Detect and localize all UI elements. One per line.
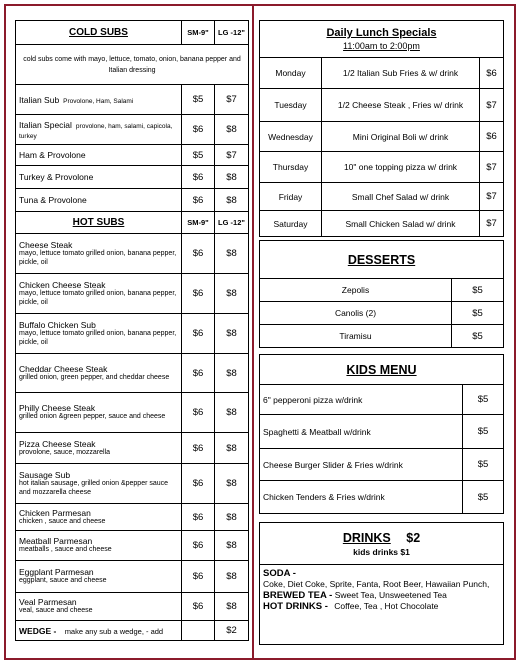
hot-sub-cell bbox=[16, 234, 182, 274]
drinks-price: $2 bbox=[406, 530, 421, 545]
hot-sub-cell bbox=[16, 354, 182, 393]
cold-sub-cell bbox=[16, 85, 182, 115]
subs-menu-table bbox=[15, 20, 249, 641]
hot-sub-name: Meatball Parmesan bbox=[19, 536, 93, 547]
hot-sub-price-large: $8 bbox=[215, 593, 249, 621]
hot-sub-row bbox=[16, 234, 249, 274]
hot-sub-price-small: $6 bbox=[182, 464, 215, 504]
kids-item-price: $5 bbox=[463, 481, 504, 514]
cold-sub-name: Italian Sub bbox=[19, 94, 60, 105]
kids-menu-row bbox=[260, 481, 504, 514]
hot-sub-price-small: $6 bbox=[182, 593, 215, 621]
hot-sub-row bbox=[16, 593, 249, 621]
cold-sub-price-small: $5 bbox=[182, 85, 215, 115]
hot-sub-desc: eggplant, sauce and cheese bbox=[19, 577, 107, 585]
kids-item-price: $5 bbox=[463, 449, 504, 481]
hot-sub-row bbox=[16, 274, 249, 314]
lunch-special-row bbox=[260, 152, 504, 183]
page-frame-divider bbox=[252, 4, 254, 660]
cold-sub-price-large: $8 bbox=[215, 166, 249, 189]
kids-drinks-note: kids drinks $1 bbox=[353, 546, 410, 557]
hot-sub-cell bbox=[16, 593, 182, 621]
hot-sub-price-small: $6 bbox=[182, 354, 215, 393]
lunch-special-row bbox=[260, 89, 504, 122]
hot-sub-name: Chicken Parmesan bbox=[19, 507, 91, 518]
cold-sub-price-large: $7 bbox=[215, 85, 249, 115]
dessert-name: Canolis (2) bbox=[260, 302, 452, 325]
hot-sub-price-large: $8 bbox=[215, 234, 249, 274]
lunch-item: Small Chef Salad w/ drink bbox=[322, 183, 480, 211]
hot-sub-cell bbox=[16, 433, 182, 464]
brewed-tea-label: BREWED TEA - bbox=[263, 590, 333, 601]
kids-menu-table bbox=[259, 354, 504, 514]
hot-sub-name: Sausage Sub bbox=[19, 470, 71, 480]
cold-sub-name: Ham & Provolone bbox=[19, 150, 86, 160]
kids-item-name: 6" pepperoni pizza w/drink bbox=[260, 385, 463, 415]
hot-sub-cell bbox=[16, 504, 182, 531]
hot-sub-desc: veal, sauce and cheese bbox=[19, 607, 93, 615]
desserts-title: DESSERTS bbox=[260, 241, 504, 279]
hot-sub-desc: grilled onion, green pepper, and cheddar cheese bbox=[19, 373, 170, 381]
hot-sub-price-large: $8 bbox=[215, 314, 249, 354]
hot-sub-row bbox=[16, 354, 249, 393]
hot-sub-price-large: $8 bbox=[215, 531, 249, 561]
hot-sub-name: Cheddar Cheese Steak bbox=[19, 363, 108, 374]
hot-sub-price-large: $8 bbox=[215, 561, 249, 593]
hot-sub-name: Eggplant Parmesan bbox=[19, 567, 94, 578]
hot-subs-title: HOT SUBS bbox=[16, 212, 182, 234]
cold-sub-name: Tuna & Provolone bbox=[19, 195, 87, 205]
kids-menu-row bbox=[260, 415, 504, 449]
hot-sub-desc: chicken , sauce and cheese bbox=[19, 517, 106, 525]
cold-sub-row bbox=[16, 145, 249, 166]
dessert-row bbox=[260, 279, 504, 302]
brewed-tea-list: Sweet Tea, Unsweetened Tea bbox=[334, 590, 447, 600]
page-frame-bottom bbox=[4, 658, 516, 660]
hot-sub-price-large: $8 bbox=[215, 464, 249, 504]
cold-sub-desc: Provolone, Ham, Salami bbox=[63, 97, 134, 105]
hot-sub-cell bbox=[16, 464, 182, 504]
lunch-item: Mini Original Boli w/ drink bbox=[322, 122, 480, 152]
dessert-name: Zepolis bbox=[260, 279, 452, 302]
hot-sub-price-small: $6 bbox=[182, 433, 215, 464]
hot-sub-name: Veal Parmesan bbox=[19, 597, 77, 608]
hot-sub-price-large: $8 bbox=[215, 433, 249, 464]
hot-drinks-label: HOT DRINKS - bbox=[263, 601, 328, 612]
hot-sub-row bbox=[16, 464, 249, 504]
hot-size-large: LG -12" bbox=[215, 212, 249, 234]
cold-sub-name: Turkey & Provolone bbox=[19, 172, 94, 182]
hot-sub-name: Chicken Cheese Steak bbox=[19, 280, 106, 290]
hot-sub-cell bbox=[16, 393, 182, 433]
cold-subs-note: cold subs come with mayo, lettuce, tomato, onion, banana pepper and Italian dressing bbox=[16, 45, 249, 85]
cold-sub-row bbox=[16, 189, 249, 212]
wedge-price: $2 bbox=[215, 621, 249, 641]
lunch-price: $7 bbox=[480, 152, 504, 183]
drinks-table bbox=[259, 522, 504, 645]
hot-sub-price-small: $6 bbox=[182, 531, 215, 561]
hot-sub-desc: mayo, lettuce tomato grilled onion, banana pepper, pickle, oil bbox=[19, 250, 177, 266]
lunch-specials-header bbox=[260, 21, 504, 58]
hot-sub-price-small: $6 bbox=[182, 393, 215, 433]
drinks-title: DRINKS bbox=[342, 530, 391, 545]
hot-sub-price-large: $8 bbox=[215, 504, 249, 531]
dessert-row bbox=[260, 325, 504, 348]
hot-sub-name: Pizza Cheese Steak bbox=[19, 438, 96, 449]
hot-sub-cell bbox=[16, 531, 182, 561]
cold-sub-price-small: $6 bbox=[182, 166, 215, 189]
hot-sub-price-small: $6 bbox=[182, 561, 215, 593]
lunch-price: $6 bbox=[480, 58, 504, 89]
lunch-day: Friday bbox=[260, 183, 322, 211]
wedge-spacer bbox=[182, 621, 215, 641]
hot-sub-cell bbox=[16, 314, 182, 354]
hot-sub-desc: hot italian sausage, grilled onion &pepper sauce and mozzarella cheese bbox=[19, 480, 169, 496]
hot-sub-price-small: $6 bbox=[182, 504, 215, 531]
hot-sub-desc: provolone, sauce, mozzarella bbox=[19, 448, 111, 456]
hot-sub-price-large: $8 bbox=[215, 393, 249, 433]
cold-sub-row bbox=[16, 85, 249, 115]
lunch-specials-table bbox=[259, 20, 504, 237]
wedge-cell bbox=[16, 621, 182, 641]
dessert-name: Tiramisu bbox=[260, 325, 452, 348]
wedge-label: WEDGE - bbox=[19, 625, 57, 636]
lunch-special-row bbox=[260, 122, 504, 152]
hot-sub-desc: grilled onion &green pepper, sauce and cheese bbox=[19, 413, 166, 421]
lunch-price: $7 bbox=[480, 89, 504, 122]
lunch-day: Monday bbox=[260, 58, 322, 89]
cold-sub-price-small: $6 bbox=[182, 115, 215, 145]
hot-sub-price-small: $6 bbox=[182, 274, 215, 314]
cold-subs-title: COLD SUBS bbox=[16, 21, 182, 45]
hot-sub-cell bbox=[16, 274, 182, 314]
cold-sub-price-large: $8 bbox=[215, 189, 249, 212]
hot-sub-price-large: $8 bbox=[215, 354, 249, 393]
hot-sub-name: Cheese Steak bbox=[19, 240, 73, 250]
kids-item-price: $5 bbox=[463, 385, 504, 415]
lunch-day: Saturday bbox=[260, 211, 322, 237]
cold-sub-row bbox=[16, 166, 249, 189]
cold-sub-price-large: $8 bbox=[215, 115, 249, 145]
desserts-table bbox=[259, 240, 504, 348]
cold-sub-name: Italian Special bbox=[19, 119, 72, 130]
kids-menu-row bbox=[260, 449, 504, 481]
lunch-day: Thursday bbox=[260, 152, 322, 183]
hot-sub-row bbox=[16, 393, 249, 433]
page-frame-top bbox=[4, 4, 516, 6]
hot-sub-row bbox=[16, 561, 249, 593]
cold-sub-cell bbox=[16, 145, 182, 166]
lunch-day: Tuesday bbox=[260, 89, 322, 122]
hot-size-small: SM-9" bbox=[182, 212, 215, 234]
hot-drinks-list: Coffee, Tea , Hot Chocolate bbox=[334, 601, 439, 611]
hot-sub-desc: mayo, lettuce tomato grilled onion, banana pepper, pickle, oil bbox=[19, 290, 177, 306]
kids-item-price: $5 bbox=[463, 415, 504, 449]
drinks-header bbox=[260, 523, 504, 565]
kids-item-name: Chicken Tenders & Fries w/drink bbox=[260, 481, 463, 514]
cold-sub-row bbox=[16, 115, 249, 145]
hot-sub-price-small: $6 bbox=[182, 314, 215, 354]
lunch-special-row bbox=[260, 58, 504, 89]
kids-menu-row bbox=[260, 385, 504, 415]
cold-size-small: SM-9" bbox=[182, 21, 215, 45]
lunch-specials-hours: 11:00am to 2:00pm bbox=[343, 41, 420, 51]
cold-sub-price-small: $5 bbox=[182, 145, 215, 166]
hot-sub-name: Buffalo Chicken Sub bbox=[19, 320, 96, 330]
hot-sub-desc: meatballs , sauce and cheese bbox=[19, 546, 112, 554]
soda-list: Coke, Diet Coke, Sprite, Fanta, Root Beer, Hawaiian Punch, bbox=[263, 579, 490, 589]
lunch-price: $7 bbox=[480, 183, 504, 211]
page-frame-right bbox=[514, 4, 516, 660]
cold-sub-desc: provolone, ham, salami, capicola, turkey bbox=[19, 122, 173, 140]
lunch-special-row bbox=[260, 211, 504, 237]
hot-sub-row bbox=[16, 314, 249, 354]
hot-sub-row bbox=[16, 531, 249, 561]
lunch-special-row bbox=[260, 183, 504, 211]
hot-sub-desc: mayo, lettuce tomato grilled onion, banana pepper, pickle, oil bbox=[19, 330, 177, 346]
lunch-price: $6 bbox=[480, 122, 504, 152]
kids-menu-title: KIDS MENU bbox=[260, 355, 504, 385]
cold-size-large: LG -12" bbox=[215, 21, 249, 45]
cold-sub-price-small: $6 bbox=[182, 189, 215, 212]
cold-sub-price-large: $7 bbox=[215, 145, 249, 166]
lunch-day: Wednesday bbox=[260, 122, 322, 152]
soda-label: SODA - bbox=[263, 568, 296, 579]
hot-sub-price-large: $8 bbox=[215, 274, 249, 314]
lunch-item: 1/2 Cheese Steak , Fries w/ drink bbox=[322, 89, 480, 122]
dessert-price: $5 bbox=[452, 302, 504, 325]
wedge-desc: make any sub a wedge, - add bbox=[64, 626, 164, 636]
page-frame-left bbox=[4, 4, 6, 660]
wedge-row bbox=[16, 621, 249, 641]
hot-sub-name: Philly Cheese Steak bbox=[19, 403, 96, 414]
kids-item-name: Cheese Burger Slider & Fries w/drink bbox=[260, 449, 463, 481]
dessert-row bbox=[260, 302, 504, 325]
lunch-item: 1/2 Italian Sub Fries & w/ drink bbox=[322, 58, 480, 89]
hot-sub-cell bbox=[16, 561, 182, 593]
lunch-specials-title: Daily Lunch Specials bbox=[326, 27, 437, 39]
dessert-price: $5 bbox=[452, 325, 504, 348]
hot-sub-price-small: $6 bbox=[182, 234, 215, 274]
hot-sub-row bbox=[16, 504, 249, 531]
hot-sub-row bbox=[16, 433, 249, 464]
cold-sub-cell bbox=[16, 166, 182, 189]
drinks-list bbox=[260, 565, 504, 645]
cold-sub-cell bbox=[16, 189, 182, 212]
cold-sub-cell bbox=[16, 115, 182, 145]
lunch-item: Small Chicken Salad w/ drink bbox=[322, 211, 480, 237]
lunch-price: $7 bbox=[480, 211, 504, 237]
lunch-item: 10" one topping pizza w/ drink bbox=[322, 152, 480, 183]
kids-item-name: Spaghetti & Meatball w/drink bbox=[260, 415, 463, 449]
dessert-price: $5 bbox=[452, 279, 504, 302]
